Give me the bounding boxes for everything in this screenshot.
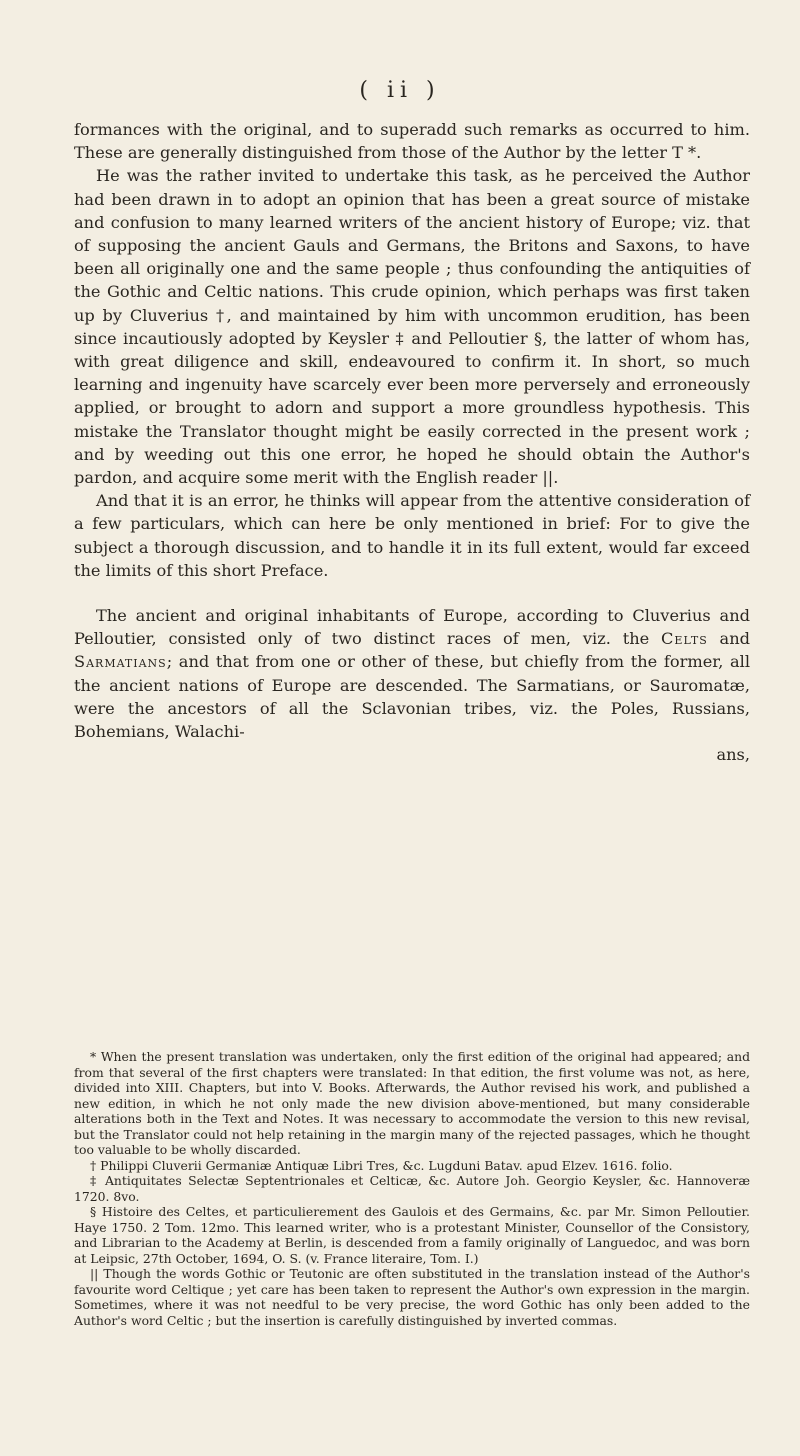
footnote-dagger: † Philippi Cluverii Germaniæ Antiquæ Libri Tres, &c. Lugduni Batav. apud Elzev. 1616. folio. <box>90 1157 673 1173</box>
paragraph-3: And that it is an error, he thinks will appear from the attentive consideration of a few particulars, which can here be only mentioned in brief: For to give the subject a thorough discussion, and to handle it in its full extent, would far exceed the limits of this short Preface. <box>74 491 750 580</box>
footnote-double-dagger: ‡ Antiquitates Selectæ Septentrionales et Celticæ, &c. Autore Joh. Georgio Keysler, &c. Hannoveræ 1720. 8vo. <box>74 1173 750 1204</box>
body-text <box>74 118 750 766</box>
footnotes <box>74 1049 750 1328</box>
footnote-section: § Histoire des Celtes, et particulierement des Gaulois et des Germains, &c. par Mr. Simon Pelloutier. Haye 1750. 2 Tom. 12mo. This learned writer, who is a protestant Minister, Counsellor of the Consistory, and Librarian to the Academy at Berlin, is descended from a family originally of Languedoc, and was born at Leipsic, 27th October, 1694, O. S. (v. France literaire, Tom. I.) <box>74 1204 750 1266</box>
page-number: ( ii ) <box>359 78 441 103</box>
footnote-star: * When the present translation was undertaken, only the first edition of the original had appeared; and from that several of the first chapters were translated: In that edition, the first volume was not, as here, divided into XIII. Chapters, but into V. Books. Afterwards, the Author revised his work, and published a new edition, in which he not only made the new division above-mentioned, but many considerable alterations both in the Text and Notes. It was necessary to accommodate the version to this new revisal, but the Translator could not help retaining in the margin many of the rejected passages, which he thought too valuable to be wholly discarded. <box>74 1049 750 1157</box>
paragraph-1: formances with the original, and to superadd such remarks as occurred to him. These are generally distinguished from those of the Author by the letter T *. <box>74 120 750 163</box>
sarmatians-term: Sarmatians <box>74 652 167 672</box>
paragraph-4-and: and <box>707 629 750 649</box>
paragraph-4-end: ; and that from one or other of these, but chiefly from the former, all the ancient nations of Europe are descended. The Sarmatians, or Sauromatæ, were the ancestors of all the Sclavonian tribes, viz. the Poles, Russians, Bohemians, Walachi- <box>74 652 750 742</box>
celts-term: Celts <box>661 629 708 649</box>
catchword: ans, <box>716 745 750 765</box>
paragraph-2: He was the rather invited to undertake this task, as he perceived the Author had been drawn in to adopt an opinion that has been a great source of mistake and confusion to many learned writers of the ancient history of Europe; viz. that of supposing the ancient Gauls and Germans, the Britons and Saxons, to have been all originally one and the same people ; thus confounding the antiquities of the Gothic and Celtic nations. This crude opinion, which perhaps was first taken up by Cluverius †, and maintained by him with uncommon erudition, has been since incautiously adopted by Keysler ‡ and Pelloutier §, the latter of whom has, with great diligence and skill, endeavoured to confirm it. In short, so much learning and ingenuity have scarcely ever been more perversely and erroneously applied, or brought to adorn and support a more groundless hypothesis. This mistake the Translator thought might be easily corrected in the present work ; and by weeding out this one error, he hoped he should obtain the Author's pardon, and acquire some merit with the English reader ||. <box>74 166 750 488</box>
footnote-parallel: || Though the words Gothic or Teutonic are often substituted in the translation instead of the Author's favourite word Celtique ; yet care has been taken to represent the Author's own expression in the margin. Sometimes, where it was not needful to be very precise, the word Gothic has only been added to the Author's word Celtic ; but the insertion is carefully distinguished by inverted commas. <box>74 1266 750 1328</box>
paragraph-4-start: The ancient and original inhabitants of Europe, according to Cluverius and Pelloutier, consisted only of two distinct races of men, viz. the <box>74 606 750 649</box>
paragraph-4 <box>74 604 750 743</box>
